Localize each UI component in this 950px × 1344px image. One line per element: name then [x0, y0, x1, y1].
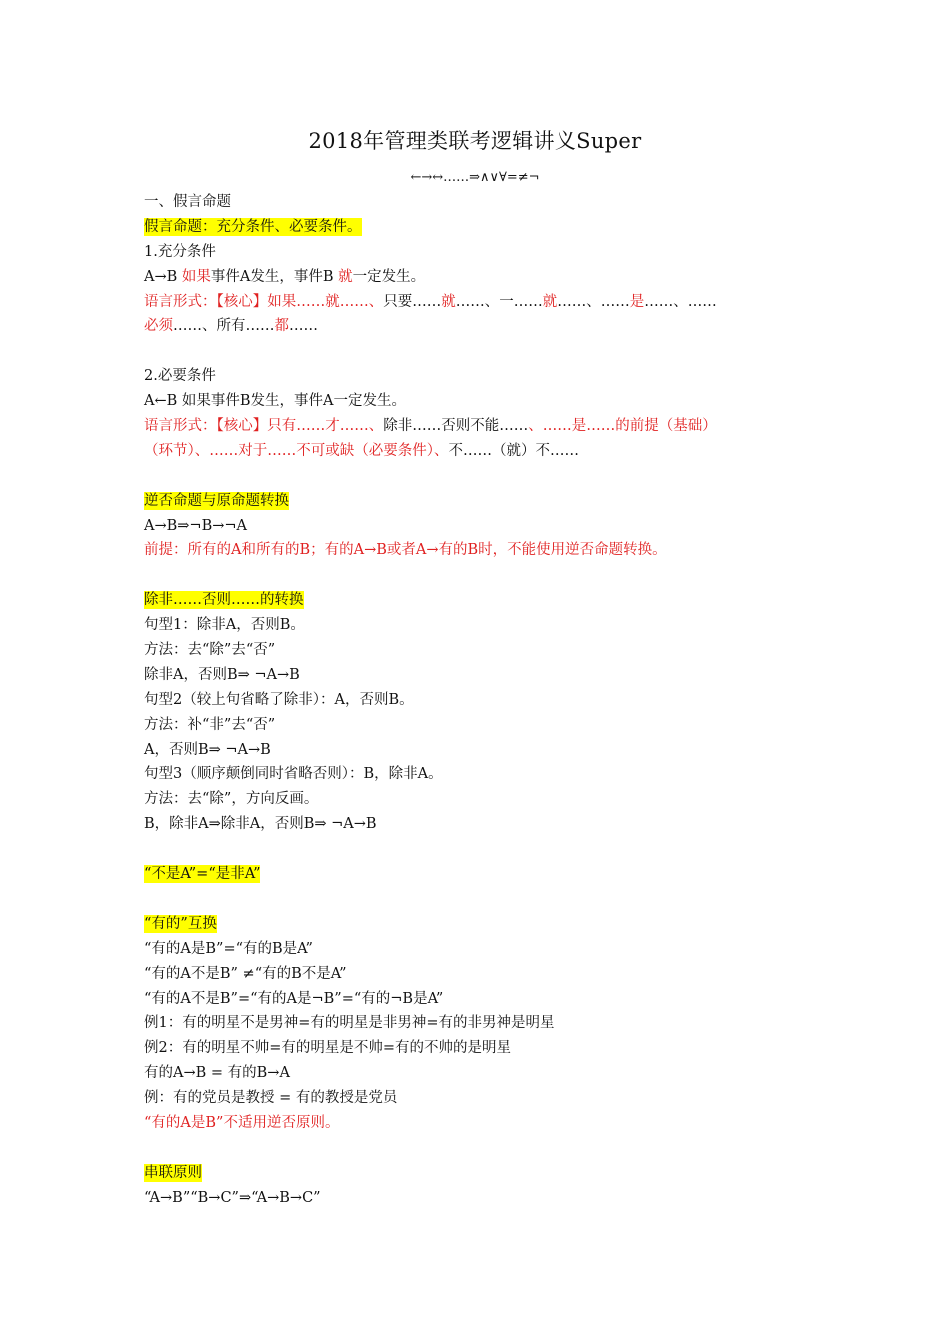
highlight-heading-not-a: [144, 862, 824, 887]
unless-line: A，否则B⇒ ¬A→B: [144, 741, 271, 758]
keyword: 就: [542, 293, 558, 310]
unless-line: 句型2（较上句省略了除非）：A，否则B。: [144, 691, 414, 708]
highlight-heading-contrapositive: [144, 489, 824, 514]
keyword: 是: [629, 293, 645, 310]
subheading-necessary: 2.必要条件: [144, 368, 216, 385]
blank-line: [144, 339, 824, 364]
text-run: ……、所有……: [173, 318, 275, 335]
unless-line: 方法：去“除”，方向反画。: [144, 791, 319, 808]
highlight-text: “不是A”=“是非A”: [144, 866, 261, 883]
keyword: 就: [441, 293, 456, 310]
unless-line: 方法：补“非”去“否”: [144, 716, 276, 733]
text-run: ……、……: [644, 293, 717, 310]
highlight-heading-conditional: [144, 215, 824, 240]
keyword: 必须: [144, 318, 173, 335]
unless-line: 句型3（顺序颠倒同时省略否则）：B，除非A。: [144, 766, 443, 783]
some-line: 例1：有的明星不是男神=有的明星是非男神=有的非男神是明星: [144, 1015, 555, 1032]
text-run: 只要……: [383, 293, 442, 310]
highlight-text: 逆否命题与原命题转换: [144, 492, 289, 509]
highlight-text: 假言命题：充分条件、必要条件。: [144, 218, 362, 235]
some-line: 例：有的党员是教授 = 有的教授是党员: [144, 1090, 398, 1107]
keyword-then: 就: [338, 268, 353, 285]
unless-line: B，除非A⇒除非A，否则B⇒ ¬A→B: [144, 816, 377, 833]
text-run: 除非……否则不能……: [383, 418, 529, 435]
chain-formula: “A→B”“B→C”⇒“A→B→C”: [144, 1189, 321, 1206]
blank-line: [144, 837, 824, 862]
blank-line: [144, 563, 824, 588]
unless-line: 除非A，否则B⇒ ¬A→B: [144, 666, 300, 683]
text-run: 语言形式：【核心】如果……就……、: [144, 293, 384, 310]
blank-line: [144, 464, 824, 489]
subheading-sufficient: 1.充分条件: [144, 243, 216, 260]
text-run: 语言形式：【核心】只有……才……、: [144, 418, 384, 435]
highlight-heading-chain: [144, 1161, 824, 1186]
highlight-text: “有的”互换: [144, 915, 217, 932]
text-run: 不……（就）不……: [448, 442, 579, 459]
blank-line: [144, 887, 824, 912]
necessary-forms-line1: [144, 414, 824, 439]
some-line: 有的A→B = 有的B→A: [144, 1065, 290, 1082]
highlight-text: 除非……否则……的转换: [144, 592, 304, 609]
sufficient-forms-line2: [144, 314, 824, 339]
contrapositive-premise: 前提：所有的A和所有的B；有的A→B或者A→有的B时，不能使用逆否命题转换。: [144, 542, 667, 559]
highlight-text: 串联原则: [144, 1164, 202, 1181]
some-line: 例2：有的明星不帅=有的明星是不帅=有的不帅的是明星: [144, 1040, 512, 1057]
blank-line: [144, 1136, 824, 1161]
keyword: 都: [274, 318, 289, 335]
contrapositive-formula: A→B⇒¬B→¬A: [144, 517, 248, 534]
text-run: （环节）、……对于……不可或缺（必要条件）、: [144, 442, 449, 459]
text-run: 一定发生。: [352, 268, 426, 285]
text-run: A→B: [144, 268, 182, 285]
document-body: [144, 190, 824, 1211]
necessary-forms-line2: [144, 439, 824, 464]
some-line: “有的A是B”=“有的B是A”: [144, 940, 313, 957]
document-title: 2018年管理类联考逻辑讲义Super: [308, 129, 642, 153]
some-note: “有的A是B”不适用逆否原则。: [144, 1114, 340, 1131]
text-run: ……、……: [557, 293, 630, 310]
highlight-heading-some-swap: [144, 912, 824, 937]
sufficient-forms-line1: [144, 290, 824, 315]
text-run: ……、一……: [455, 293, 543, 310]
keyword-if: 如果: [181, 268, 211, 285]
highlight-heading-unless: [144, 588, 824, 613]
text-run: 事件A发生，事件B: [210, 268, 339, 285]
some-line: “有的A不是B”=“有的A是¬B”=“有的¬B是A”: [144, 990, 444, 1007]
section-heading-conditional: 一、假言命题: [144, 194, 231, 210]
some-line: “有的A不是B” ≠“有的B不是A”: [144, 965, 347, 982]
necessary-definition: A←B 如果事件B发生，事件A一定发生。: [144, 393, 407, 410]
unless-line: 方法：去“除”去“否”: [144, 642, 276, 659]
logic-symbols-line: ←→↔……⇒∧∨∀=≠¬: [410, 170, 540, 185]
sufficient-definition: [144, 265, 824, 290]
unless-line: 句型1：除非A，否则B。: [144, 617, 305, 634]
text-run: 、……是……的前提（基础）: [528, 418, 717, 435]
text-run: ……: [289, 318, 318, 335]
